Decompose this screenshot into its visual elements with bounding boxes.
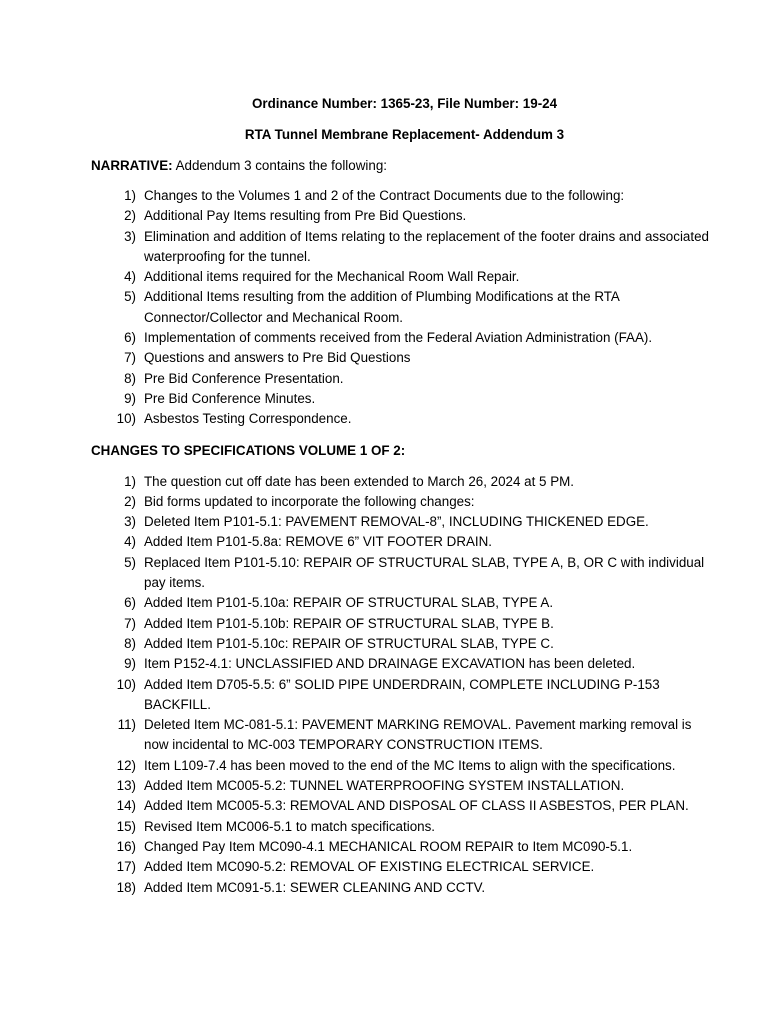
list-item	[91, 287, 710, 328]
list-item	[91, 837, 710, 857]
list-item	[91, 796, 710, 816]
list-item-text: Added Item P101-5.10b: REPAIR OF STRUCTURAL SLAB, TYPE B.	[144, 615, 554, 631]
list-item-text: Added Item MC005-5.3: REMOVAL AND DISPOSAL OF CLASS II ASBESTOS, PER PLAN.	[144, 798, 689, 814]
list-item	[91, 776, 710, 796]
list-item	[91, 267, 710, 287]
list-item	[91, 614, 710, 634]
list-item-text: Added Item P101-5.10a: REPAIR OF STRUCTURAL SLAB, TYPE A.	[144, 595, 554, 611]
narrative-label: NARRATIVE:	[91, 158, 173, 173]
list-item-number: 7)	[124, 615, 136, 631]
list-item-number: 17)	[116, 859, 136, 875]
list-item	[91, 328, 710, 348]
list-item-number: 7)	[124, 350, 136, 366]
list-item	[91, 675, 710, 716]
list-item-number: 1)	[124, 188, 136, 203]
list-item-number: 5)	[124, 289, 136, 305]
list-item	[91, 878, 710, 898]
list-item-text: Asbestos Testing Correspondence.	[144, 411, 352, 427]
list-item	[91, 227, 710, 268]
list-item-text: Item L109-7.4 has been moved to the end of the MC Items to align with the specifications.	[144, 757, 676, 773]
list-item-text: Item P152-4.1: UNCLASSIFIED AND DRAINAGE EXCAVATION has been deleted.	[144, 656, 636, 672]
list-item-text: Replaced Item P101-5.10: REPAIR OF STRUCTURAL SLAB, TYPE A, B, OR C with individual pay items.	[144, 554, 705, 591]
list-item-number: 2)	[124, 493, 136, 509]
list-item	[91, 369, 710, 389]
list-item-number: 2)	[124, 208, 136, 224]
list-item-number: 11)	[117, 717, 136, 733]
list-item	[91, 857, 710, 877]
list-item-number: 6)	[124, 595, 136, 611]
list-item-text: Added Item MC090-5.2: REMOVAL OF EXISTING ELECTRICAL SERVICE.	[144, 859, 595, 875]
list-item	[91, 634, 710, 654]
list-item-text: Added Item MC091-5.1: SEWER CLEANING AND CCTV.	[144, 879, 486, 895]
list-item-number: 3)	[124, 514, 136, 530]
list-item	[91, 593, 710, 613]
list-item-number: 8)	[124, 370, 136, 386]
list-item-text: Added Item D705-5.5: 6” SOLID PIPE UNDERDRAIN, COMPLETE INCLUDING P-153 BACKFILL.	[144, 676, 660, 712]
list-item	[91, 472, 710, 492]
list-item-text: Additional items required for the Mechanical Room Wall Repair.	[144, 269, 520, 285]
list-item-number: 6)	[124, 330, 136, 346]
list-item	[91, 206, 710, 226]
list-item-number: 9)	[124, 390, 136, 406]
list-item	[91, 715, 710, 756]
list-item-number: 15)	[116, 818, 136, 834]
changes-heading: CHANGES TO SPECIFICATIONS VOLUME 1 OF 2:	[91, 442, 406, 458]
list-item-number: 16)	[116, 838, 136, 854]
list-item-text: Added Item P101-5.10c: REPAIR OF STRUCTURAL SLAB, TYPE C.	[144, 635, 554, 651]
list-item-number: 3)	[124, 228, 136, 244]
list-item-text: Bid forms updated to incorporate the following changes:	[144, 493, 475, 509]
list-item	[91, 348, 710, 368]
list-item-text: Questions and answers to Pre Bid Questions	[144, 350, 411, 366]
list-item	[91, 512, 710, 532]
list-item	[91, 492, 710, 512]
list-item-text: Elimination and addition of Items relating to the replacement of the footer drains and associated waterproofing for the tunnel.	[144, 228, 709, 264]
list-item-text: Added Item MC005-5.2: TUNNEL WATERPROOFING SYSTEM INSTALLATION.	[144, 778, 625, 794]
list-item-number: 14)	[116, 798, 136, 814]
list-item-number: 12)	[116, 757, 136, 773]
list-item-number: 5)	[124, 554, 136, 570]
narrative-text: Addendum 3 contains the following:	[172, 158, 387, 173]
list-item	[91, 654, 710, 674]
list-item-number: 10)	[116, 411, 136, 427]
list-item-text: Pre Bid Conference Presentation.	[144, 370, 344, 386]
list-item-text: Deleted Item P101-5.1: PAVEMENT REMOVAL-8”, INCLUDING THICKENED EDGE.	[144, 514, 649, 530]
list-item-text: Additional Items resulting from the addition of Plumbing Modifications at the RTA Connector/Collector and Mechanical Room.	[144, 289, 620, 325]
list-item	[91, 553, 710, 594]
list-item	[91, 756, 710, 776]
list-item-text: Implementation of comments received from the Federal Aviation Administration (FAA).	[144, 330, 653, 346]
list-item-number: 10)	[116, 676, 136, 692]
list-item-number: 13)	[116, 778, 136, 794]
list-item	[91, 409, 710, 429]
list-item-text: Pre Bid Conference Minutes.	[144, 390, 316, 406]
narrative-list	[91, 186, 710, 430]
list-item-text: Changed Pay Item MC090-4.1 MECHANICAL ROOM REPAIR to Item MC090-5.1.	[144, 838, 633, 854]
list-item-text: The question cut off date has been extended to March 26, 2024 at 5 PM.	[144, 473, 575, 489]
list-item-number: 1)	[124, 473, 136, 489]
list-item-text: Added Item P101-5.8a: REMOVE 6” VIT FOOTER DRAIN.	[144, 534, 493, 550]
list-item-text: Additional Pay Items resulting from Pre Bid Questions.	[144, 208, 467, 224]
list-item	[91, 186, 710, 206]
list-item-number: 4)	[124, 269, 136, 285]
list-item-number: 4)	[124, 534, 136, 550]
list-item	[91, 389, 710, 409]
addendum-title: RTA Tunnel Membrane Replacement- Addendum 3	[244, 127, 565, 142]
list-item-number: 9)	[124, 656, 136, 672]
list-item	[91, 532, 710, 552]
list-item-number: 8)	[124, 635, 136, 651]
narrative-paragraph	[91, 156, 710, 176]
list-item-number: 18)	[116, 879, 136, 895]
list-item	[91, 817, 710, 837]
changes-list	[91, 472, 710, 898]
list-item-text: Revised Item MC006-5.1 to match specifications.	[144, 818, 435, 834]
ordinance-title: Ordinance Number: 1365-23, File Number: 19-24	[251, 96, 558, 111]
list-item-text: Deleted Item MC-081-5.1: PAVEMENT MARKING REMOVAL. Pavement marking removal is now incidental to MC-003 TEMPORARY CONSTRUCTION ITEMS.	[144, 717, 692, 753]
list-item-text: Changes to the Volumes 1 and 2 of the Contract Documents due to the following:	[144, 188, 625, 203]
